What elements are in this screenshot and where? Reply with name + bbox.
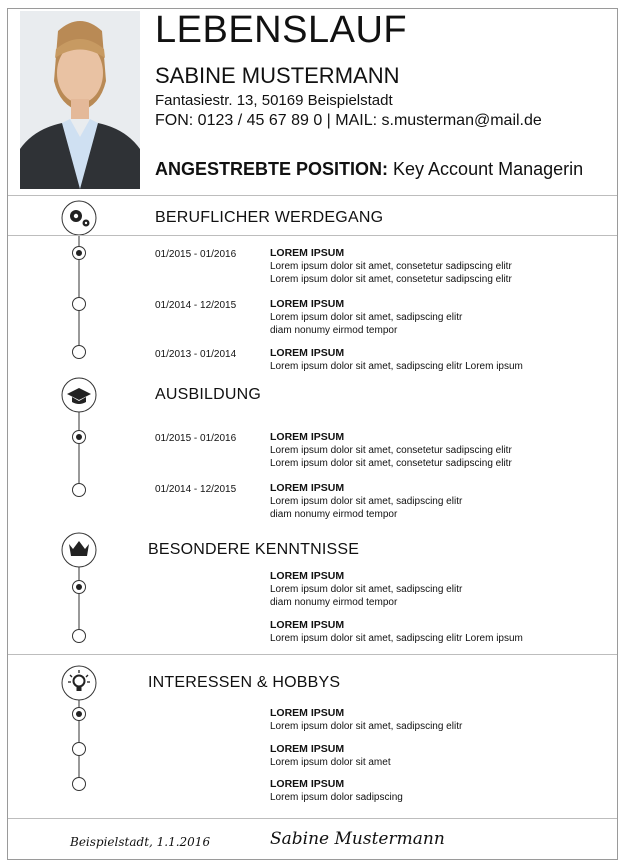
entry bbox=[270, 619, 523, 645]
position-value: Key Account Managerin bbox=[393, 159, 584, 179]
section-title-education: AUSBILDUNG bbox=[155, 386, 262, 403]
gears-icon bbox=[62, 201, 96, 235]
entry-text: diam nonumy eirmod tempor bbox=[270, 325, 398, 336]
entry-title: LOREM IPSUM bbox=[270, 619, 345, 631]
cv-title: LEBENSLAUF bbox=[155, 9, 408, 51]
entry-title: LOREM IPSUM bbox=[270, 778, 345, 790]
entry bbox=[270, 778, 403, 804]
entry-date: 01/2014 - 12/2015 bbox=[155, 484, 237, 495]
entry bbox=[270, 247, 512, 286]
entry-text: Lorem ipsum dolor sit amet bbox=[270, 757, 391, 768]
entry bbox=[270, 482, 462, 521]
entry bbox=[270, 431, 512, 470]
header-divider bbox=[8, 195, 617, 196]
entry-title: LOREM IPSUM bbox=[270, 247, 345, 259]
crown-icon bbox=[62, 533, 96, 567]
entry-title: LOREM IPSUM bbox=[270, 298, 345, 310]
entry-text: Lorem ipsum dolor sit amet, sadipscing elitr bbox=[270, 721, 463, 732]
entry-text: Lorem ipsum dolor sit amet, consetetur sadipscing elitr bbox=[270, 274, 512, 285]
person-name: SABINE MUSTERMANN bbox=[155, 63, 400, 88]
entry-title: LOREM IPSUM bbox=[270, 570, 345, 582]
entry-text: diam nonumy eirmod tempor bbox=[270, 509, 398, 520]
entry bbox=[270, 570, 462, 609]
entry-title: LOREM IPSUM bbox=[270, 707, 345, 719]
section-title-skills: BESONDERE KENNTNISSE bbox=[148, 541, 360, 558]
signature: Sabine Mustermann bbox=[270, 829, 445, 849]
entry-text: Lorem ipsum dolor sit amet, consetetur sadipscing elitr bbox=[270, 458, 512, 469]
entry-text: Lorem ipsum dolor sit amet, consetetur sadipscing elitr bbox=[270, 261, 512, 272]
lightbulb-icon bbox=[62, 666, 96, 700]
profile-photo bbox=[20, 11, 140, 189]
entry bbox=[270, 743, 391, 769]
position-label: ANGESTREBTE POSITION: bbox=[155, 159, 389, 179]
section-title-work: BERUFLICHER WERDEGANG bbox=[155, 209, 384, 226]
entry-text: diam nonumy eirmod tempor bbox=[270, 597, 398, 608]
entry-text: Lorem ipsum dolor sadipscing bbox=[270, 792, 403, 803]
footer-divider bbox=[8, 818, 617, 819]
cv-page bbox=[7, 8, 618, 860]
contact-info: FON: 0123 / 45 67 89 0 | MAIL: s.musterman@mail.de bbox=[155, 112, 542, 129]
entry-text: Lorem ipsum dolor sit amet, sadipscing elitr bbox=[270, 584, 463, 595]
entry-title: LOREM IPSUM bbox=[270, 431, 345, 443]
entry-text: Lorem ipsum dolor sit amet, sadipscing elitr Lorem ipsum bbox=[270, 361, 523, 372]
section-divider bbox=[8, 235, 617, 236]
target-position bbox=[155, 159, 583, 180]
section-divider bbox=[8, 654, 617, 655]
entry-text: Lorem ipsum dolor sit amet, sadipscing elitr bbox=[270, 496, 463, 507]
place-date: Beispielstadt, 1.1.2016 bbox=[70, 835, 211, 849]
entry-title: LOREM IPSUM bbox=[270, 743, 345, 755]
address: Fantasiestr. 13, 50169 Beispielstadt bbox=[155, 92, 393, 109]
graduation-cap-icon bbox=[62, 378, 96, 412]
entry bbox=[270, 298, 462, 337]
entry-title: LOREM IPSUM bbox=[270, 482, 345, 494]
entry bbox=[270, 707, 462, 733]
entry bbox=[270, 347, 523, 373]
entry-text: Lorem ipsum dolor sit amet, sadipscing elitr bbox=[270, 312, 463, 323]
entry-date: 01/2014 - 12/2015 bbox=[155, 300, 237, 311]
entry-date: 01/2013 - 01/2014 bbox=[155, 349, 237, 360]
entry-text: Lorem ipsum dolor sit amet, sadipscing elitr Lorem ipsum bbox=[270, 633, 523, 644]
entry-date: 01/2015 - 01/2016 bbox=[155, 249, 237, 260]
entry-title: LOREM IPSUM bbox=[270, 347, 345, 359]
entry-text: Lorem ipsum dolor sit amet, consetetur sadipscing elitr bbox=[270, 445, 512, 456]
section-title-hobbies: INTERESSEN & HOBBYS bbox=[148, 674, 341, 691]
entry-date: 01/2015 - 01/2016 bbox=[155, 433, 237, 444]
